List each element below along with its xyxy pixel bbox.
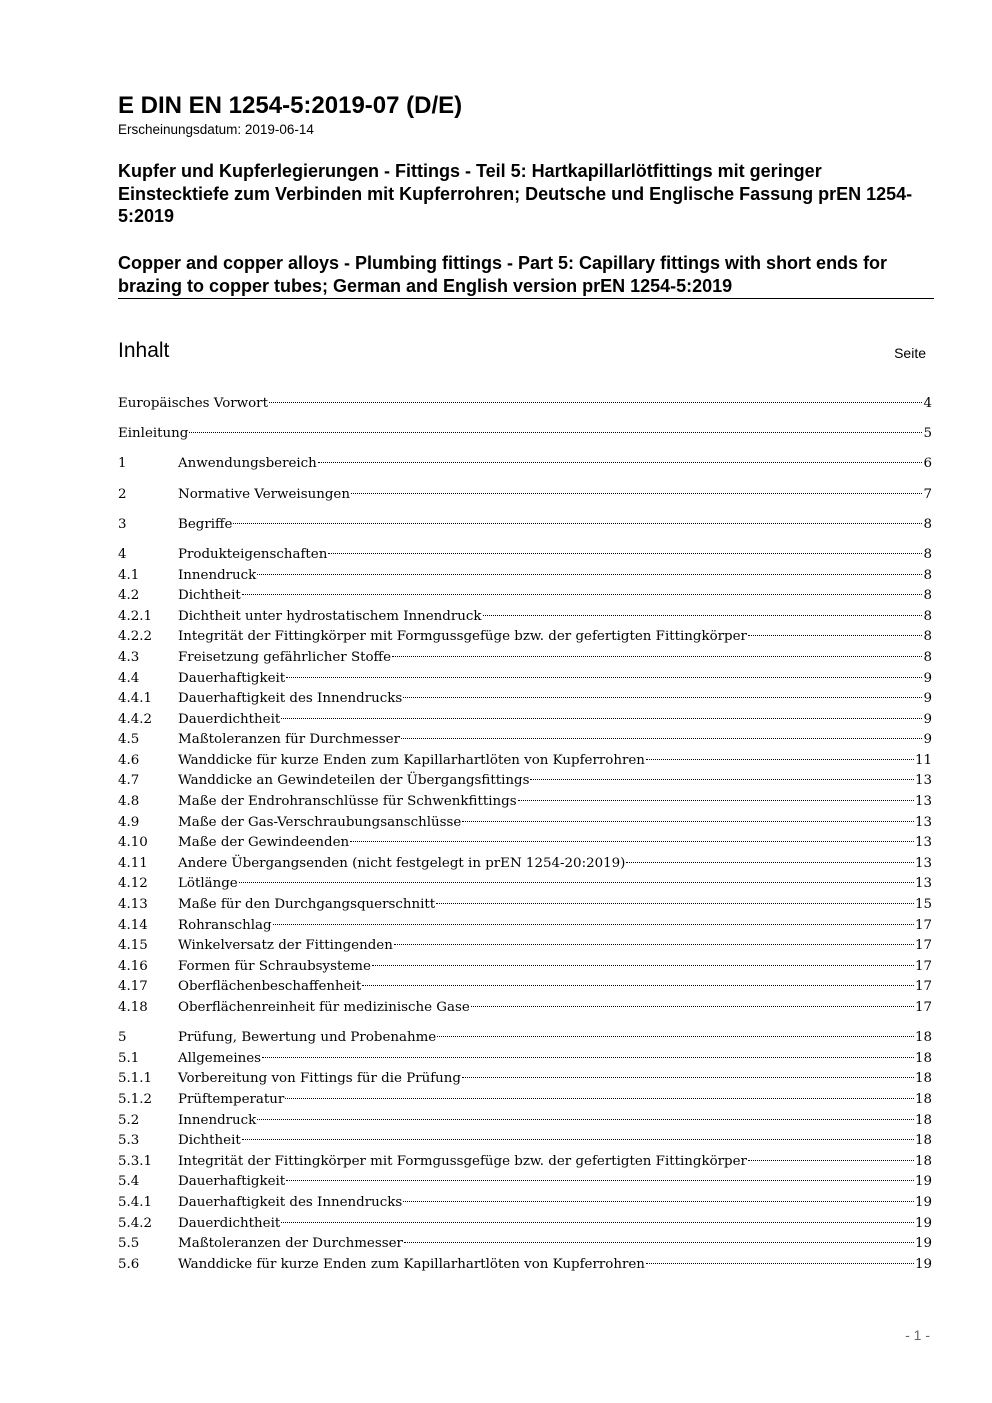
- toc-entry[interactable]: [118, 1234, 932, 1255]
- toc-entry-title: Oberflächenbeschaffenheit: [178, 979, 362, 995]
- toc-entry[interactable]: [118, 1193, 932, 1214]
- toc-entry-number: 4.15: [118, 938, 148, 954]
- toc-dot-leader: [285, 1098, 914, 1099]
- toc-entry-title: Integrität der Fittingkörper mit Formgussgefüge bzw. der gefertigten Fittingkörper: [178, 629, 747, 645]
- toc-entry-title: Prüftemperatur: [178, 1091, 285, 1107]
- toc-dot-leader: [189, 432, 922, 433]
- toc-entry-page: 18: [914, 1050, 932, 1066]
- toc-dot-leader: [404, 1242, 914, 1243]
- toc-entry-page: 17: [914, 979, 932, 995]
- toc-dot-leader: [394, 944, 914, 945]
- toc-dot-leader: [436, 903, 914, 904]
- toc-entry-title: Wanddicke für kurze Enden zum Kapillarhartlöten von Kupferrohren: [178, 1256, 645, 1272]
- toc-entry-title: Prüfung, Bewertung und Probenahme: [178, 1030, 437, 1046]
- toc-entry-page: 9: [923, 711, 932, 727]
- toc-entry-number: 4.12: [118, 876, 148, 892]
- toc-entry[interactable]: [118, 424, 932, 445]
- toc-entry-number: 5.4.1: [118, 1194, 153, 1210]
- toc-entry-title: Europäisches Vorwort: [118, 396, 268, 411]
- toc-entry[interactable]: [118, 916, 932, 937]
- toc-entry-number: 3: [118, 516, 127, 532]
- toc-dot-leader: [233, 523, 922, 524]
- toc-entry-page: 8: [923, 516, 932, 532]
- toc-dot-leader: [262, 1057, 914, 1058]
- toc-entry-page: 18: [914, 1133, 932, 1149]
- toc-entry-title: Normative Verweisungen: [178, 486, 350, 502]
- toc-entry[interactable]: [118, 515, 932, 536]
- toc-dot-leader: [626, 862, 914, 863]
- toc-entry[interactable]: [118, 627, 932, 648]
- toc-dot-leader: [257, 574, 922, 575]
- toc-dot-leader: [362, 985, 914, 986]
- toc-entry-title: Wanddicke an Gewindeteilen der Übergangsfittings: [178, 773, 530, 789]
- toc-entry[interactable]: [118, 1131, 932, 1152]
- toc-entry-page: 9: [923, 670, 932, 686]
- toc-entry-number: 4.17: [118, 979, 148, 995]
- toc-entry-number: 4.18: [118, 1000, 148, 1015]
- toc-entry-title: Maßtoleranzen für Durchmesser: [178, 732, 400, 748]
- toc-entry-page: 18: [914, 1153, 932, 1169]
- toc-entry[interactable]: [118, 394, 932, 415]
- toc-entry[interactable]: [118, 813, 932, 834]
- toc-entry-number: 5.6: [118, 1256, 140, 1272]
- toc-entry-number: 4.5: [118, 732, 140, 748]
- toc-entry-page: 13: [914, 773, 932, 789]
- toc-entry-page: 8: [923, 567, 932, 583]
- toc-entry[interactable]: [118, 669, 932, 690]
- toc-entry-number: 4.4.1: [118, 691, 153, 707]
- toc-entry-page: 13: [914, 814, 932, 830]
- toc-entry-page: 18: [914, 1030, 932, 1046]
- toc-entry-title: Maße für den Durchgangsquerschnitt: [178, 897, 436, 913]
- toc-entry-title: Allgemeines: [178, 1050, 262, 1066]
- toc-entry-title: Innendruck: [178, 1112, 257, 1128]
- title-german: Kupfer und Kupferlegierungen - Fittings - Teil 5: Hartkapillarlötfittings mit geringer Einstecktiefe zum Verbinden mit Kupferrohren; Deutsche und Englische Fassung prEN 1254-5:2019: [118, 161, 913, 226]
- toc-entry-number: 4: [118, 546, 127, 562]
- toc-entry-page: 9: [923, 732, 932, 748]
- toc-dot-leader: [462, 1077, 914, 1078]
- toc-entry-title: Dichtheit: [178, 588, 241, 604]
- toc-entry-title: Vorbereitung von Fittings für die Prüfung: [178, 1071, 462, 1087]
- title-divider: [118, 298, 934, 299]
- toc-entry[interactable]: [118, 1028, 932, 1049]
- toc-entry[interactable]: [118, 1152, 932, 1173]
- toc-entry-number: 5.2: [118, 1112, 140, 1128]
- toc-dot-leader: [318, 462, 923, 463]
- toc-entry-page: 17: [914, 917, 932, 933]
- toc-entry-title: Maße der Endrohranschlüsse für Schwenkfittings: [178, 794, 517, 810]
- toc-dot-leader: [281, 718, 922, 719]
- toc-entry-page: 5: [923, 426, 932, 442]
- toc-dot-leader: [286, 1180, 914, 1181]
- toc-entry[interactable]: [118, 1049, 932, 1070]
- toc-entry-number: 4.4.2: [118, 711, 153, 727]
- toc-entry-page: 8: [923, 588, 932, 604]
- toc-entry-page: 19: [914, 1174, 932, 1190]
- toc-entry-title: Andere Übergangsenden (nicht festgelegt in prEN 1254-20:2019): [178, 855, 626, 871]
- toc-entry-number: 5: [118, 1030, 127, 1046]
- table-of-contents: [118, 394, 932, 1275]
- toc-dot-leader: [748, 1160, 914, 1161]
- toc-entry-number: 4.10: [118, 835, 148, 851]
- toc-entry[interactable]: [118, 607, 932, 628]
- toc-entry[interactable]: [118, 977, 932, 998]
- toc-dot-leader: [350, 841, 914, 842]
- toc-entry-title: Dauerhaftigkeit des Innendrucks: [178, 691, 403, 707]
- toc-entry-title: Begriffe: [178, 516, 233, 532]
- toc-entry-page: 19: [914, 1215, 932, 1231]
- toc-entry-title: Maße der Gas-Verschraubungsanschlüsse: [178, 814, 462, 830]
- toc-entry[interactable]: [118, 936, 932, 957]
- toc-entry[interactable]: [118, 454, 932, 475]
- toc-entry-page: 18: [914, 1071, 932, 1087]
- title-english: Copper and copper alloys - Plumbing fittings - Part 5: Capillary fittings with short ends for brazing to copper tubes; German and English version prEN 1254-5:2019: [118, 253, 888, 296]
- toc-entry[interactable]: [118, 1111, 932, 1132]
- toc-dot-leader: [242, 1139, 914, 1140]
- toc-entry-title: Dauerdichtheit: [178, 711, 281, 727]
- toc-entry-title: Formen für Schraubsysteme: [178, 958, 371, 974]
- toc-entry[interactable]: [118, 648, 932, 669]
- toc-dot-leader: [328, 553, 922, 554]
- toc-entry-page: 17: [914, 958, 932, 974]
- toc-entry-page: 17: [914, 938, 932, 954]
- toc-entry[interactable]: [118, 771, 932, 792]
- toc-entry-number: 5.4: [118, 1174, 140, 1190]
- toc-entry-title: Innendruck: [178, 567, 257, 583]
- toc-entry[interactable]: [118, 874, 932, 895]
- toc-entry-title: Dauerhaftigkeit: [178, 670, 286, 686]
- toc-entry-number: 4.14: [118, 917, 148, 933]
- toc-entry[interactable]: [118, 895, 932, 916]
- toc-dot-leader: [242, 594, 923, 595]
- toc-entry[interactable]: [118, 1255, 932, 1276]
- toc-dot-leader: [392, 656, 922, 657]
- toc-entry-number: 4.3: [118, 649, 140, 665]
- toc-entry[interactable]: [118, 833, 932, 854]
- toc-entry-number: 4.6: [118, 752, 140, 768]
- toc-dot-leader: [257, 1119, 914, 1120]
- toc-dot-leader: [403, 697, 922, 698]
- toc-entry[interactable]: [118, 854, 932, 875]
- toc-entry-title: Dichtheit unter hydrostatischem Innendruck: [178, 608, 482, 624]
- toc-entry-number: 5.1.2: [118, 1091, 153, 1107]
- toc-entry-page: 13: [914, 855, 932, 871]
- toc-entry-title: Einleitung: [118, 426, 189, 442]
- toc-dot-leader: [748, 635, 923, 636]
- toc-entry-title: Freisetzung gefährlicher Stoffe: [178, 649, 391, 665]
- page-column-label: Seite: [894, 345, 926, 361]
- toc-entry-number: 5.4.2: [118, 1215, 153, 1231]
- toc-entry[interactable]: [118, 792, 932, 813]
- toc-heading: Inhalt: [118, 339, 170, 362]
- toc-entry-page: 15: [914, 897, 932, 913]
- toc-entry-number: 4.16: [118, 958, 148, 974]
- toc-entry-number: 4.2.1: [118, 608, 153, 624]
- toc-entry-number: 4.2.2: [118, 629, 153, 645]
- publication-date: Erscheinungsdatum: 2019-06-14: [118, 122, 314, 137]
- toc-entry-page: 13: [914, 794, 932, 810]
- toc-dot-leader: [437, 1036, 914, 1037]
- toc-entry-page: 11: [914, 752, 932, 768]
- toc-entry-page: 18: [914, 1112, 932, 1128]
- toc-entry-number: 4.2: [118, 588, 140, 604]
- toc-entry-page: 4: [923, 396, 932, 411]
- toc-entry-page: 13: [914, 835, 932, 851]
- toc-entry-title: Winkelversatz der Fittingenden: [178, 938, 393, 954]
- toc-entry-page: 19: [914, 1256, 932, 1272]
- toc-entry-page: 8: [923, 629, 932, 645]
- toc-entry-number: 4.4: [118, 670, 140, 686]
- toc-entry[interactable]: [118, 1090, 932, 1111]
- toc-entry-title: Oberflächenreinheit für medizinische Gase: [178, 1000, 470, 1015]
- toc-entry-title: Rohranschlag: [178, 917, 272, 933]
- toc-entry-title: Dauerdichtheit: [178, 1215, 281, 1231]
- toc-entry-number: 4.1: [118, 567, 140, 583]
- toc-entry-title: Maße der Gewindeenden: [178, 835, 350, 851]
- toc-entry-title: Dauerhaftigkeit des Innendrucks: [178, 1194, 403, 1210]
- toc-entry-title: Integrität der Fittingkörper mit Formgussgefüge bzw. der gefertigten Fittingkörper: [178, 1153, 747, 1169]
- toc-entry-page: 9: [923, 691, 932, 707]
- toc-entry-number: 4.9: [118, 814, 140, 830]
- toc-entry-title: Dichtheit: [178, 1133, 241, 1149]
- toc-entry-number: 4.13: [118, 897, 148, 913]
- toc-entry-number: 5.3: [118, 1133, 140, 1149]
- toc-entry-number: 4.7: [118, 773, 140, 789]
- toc-dot-leader: [462, 821, 914, 822]
- toc-entry-number: 5.1: [118, 1050, 140, 1066]
- toc-entry-page: 13: [914, 876, 932, 892]
- toc-dot-leader: [239, 882, 914, 883]
- toc-entry-page: 19: [914, 1194, 932, 1210]
- toc-dot-leader: [286, 677, 922, 678]
- toc-entry-page: 8: [923, 546, 932, 562]
- toc-entry-page: 7: [923, 486, 932, 502]
- toc-entry[interactable]: [118, 1172, 932, 1193]
- toc-entry-number: 5.1.1: [118, 1071, 153, 1087]
- toc-entry-page: 8: [923, 608, 932, 624]
- toc-dot-leader: [372, 965, 914, 966]
- toc-entry-title: Anwendungsbereich: [178, 456, 317, 472]
- toc-dot-leader: [273, 924, 914, 925]
- toc-entry[interactable]: [118, 1214, 932, 1235]
- toc-entry[interactable]: [118, 689, 932, 710]
- toc-dot-leader: [483, 615, 923, 616]
- toc-entry[interactable]: [118, 1069, 932, 1090]
- toc-dot-leader: [646, 1263, 914, 1264]
- toc-entry-number: 2: [118, 486, 127, 502]
- toc-entry-page: 8: [923, 649, 932, 665]
- toc-entry-title: Wanddicke für kurze Enden zum Kapillarhartlöten von Kupferrohren: [178, 752, 645, 768]
- document-id: E DIN EN 1254-5:2019-07 (D/E): [118, 92, 463, 119]
- toc-dot-leader: [401, 738, 922, 739]
- toc-entry[interactable]: [118, 957, 932, 978]
- toc-entry-title: Dauerhaftigkeit: [178, 1174, 286, 1190]
- toc-entry-number: 4.8: [118, 794, 140, 810]
- toc-entry-title: Maßtoleranzen der Durchmesser: [178, 1236, 403, 1252]
- toc-dot-leader: [281, 1222, 914, 1223]
- toc-entry-number: 1: [118, 456, 127, 472]
- toc-entry-page: 18: [914, 1091, 932, 1107]
- toc-entry-number: 4.11: [118, 855, 148, 871]
- toc-dot-leader: [351, 493, 923, 494]
- toc-entry[interactable]: [118, 730, 932, 751]
- toc-entry-number: 5.3.1: [118, 1153, 153, 1169]
- toc-dot-leader: [471, 1006, 914, 1007]
- toc-entry-number: 5.5: [118, 1236, 140, 1252]
- toc-entry-title: Lötlänge: [178, 876, 238, 892]
- toc-dot-leader: [646, 759, 914, 760]
- toc-dot-leader: [518, 800, 914, 801]
- toc-entry-page: 17: [914, 1000, 932, 1015]
- toc-dot-leader: [530, 779, 913, 780]
- toc-entry-page: 6: [923, 456, 932, 472]
- toc-entry-title: Produkteigenschaften: [178, 546, 328, 562]
- toc-entry[interactable]: [118, 710, 932, 731]
- toc-entry[interactable]: [118, 566, 932, 587]
- toc-entry[interactable]: [118, 751, 932, 772]
- page-number: - 1 -: [905, 1327, 930, 1343]
- toc-entry[interactable]: [118, 545, 932, 566]
- toc-entry[interactable]: [118, 586, 932, 607]
- toc-dot-leader: [403, 1201, 914, 1202]
- toc-entry[interactable]: [118, 998, 932, 1019]
- toc-dot-leader: [269, 402, 923, 403]
- toc-entry[interactable]: [118, 485, 932, 506]
- toc-entry-page: 19: [914, 1236, 932, 1252]
